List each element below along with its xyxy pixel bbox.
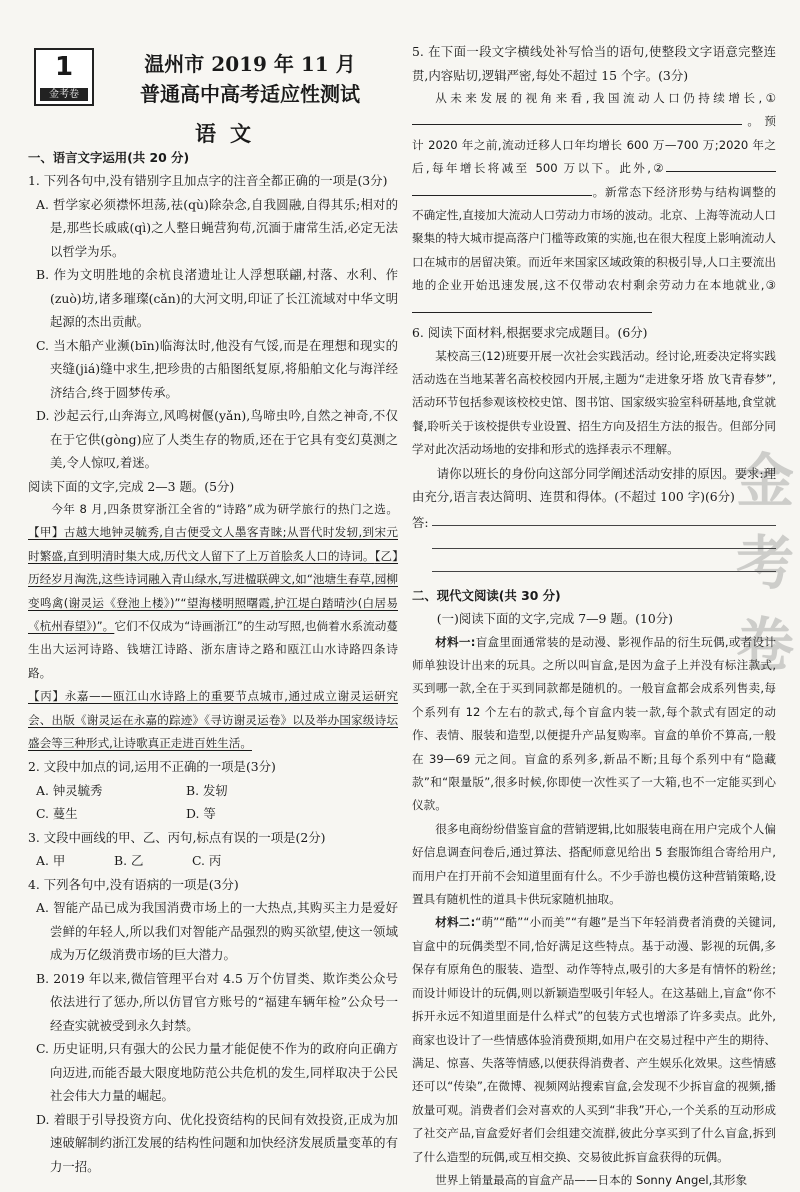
q1-stem: 1. 下列各句中,没有错别字且加点字的注音全都正确的一项是(3分) [28,173,388,188]
q4-option-c: C. 历史证明,只有强大的公民力量才能促使不作为的政府向正确方向迈进,而能否最大限度地防范公共危机的发生,同样取决于公民社会伟大力量的崛起。 [36,1041,398,1104]
q4-option-b: B. 2019 年以来,微信管理平台对 4.5 万个仿冒类、欺诈类公众号依法进行了惩办,所以仿冒官方账号的“福建车辆年检”公众号一经查实就被受到永久封禁。 [36,970,398,1033]
material-one-para2: 很多电商纷纷借鉴盲盒的营销逻辑,比如服装电商在用户完成个人偏好信息调查问卷后,通过算法、搭配师意见给出 5 套服饰组合寄给用户,而用户在打开前不会知道里面有什么。不少手游也模仿这种营销策略,设置具有随机性的道具卡供玩家随机抽取。 [412,821,776,907]
badge-number: 1 [54,52,74,82]
passage-start: 今年 8 月,四条贯穿浙江全省的“诗路”成为研学旅行的热门之选。 [51,502,398,516]
material-one-label: 材料一: [435,634,476,649]
answer-line-1[interactable] [432,525,776,526]
material-two-text: “萌”“酷”“小而美”“有趣”是当下年轻消费者消费的关键词,盲盒中的玩偶类型不同,恰好满足这些特点。基于动漫、影视的玩偶,多保存有原角色的服装、造型、动作等特点,吸引的大多是有情怀的粉丝;而设计师设计的玩偶,则以新颖造型吸引年轻人。在这基础上,盲盒“你不拆开永远不知道里面是什么样式”的包装方式也增添了许多卖点。此外,商家也设计了一些情感体验消费预期,如用户在交易过程中产生的期待、满足、惊喜、失落等情感,以便获得消费者、产生娱乐化效果。这些情感还可以“传染”,在微博、视频网站搜索盲盒,会发现不少拆盲盒的视频,播放量可观。消费者们会对喜欢的人买到“非我”开心,一个关系的互动形成了社交产品,盲盒爱好者们会组建交流群,彼此分享买到了什么盲盒,拆到了什么造型的玩偶,或互相交换、交易彼此拆盲盒获得的玩偶。 [412,915,776,1164]
q3-option-c: C. 丙 [192,853,222,869]
sentence-yi: 【乙】历经岁月淘洗,这些诗词融入青山绿水,写进楹联碑文,如“池塘生春草,园柳变鸣禽(谢灵运《登池上楼》)”“望海楼明照曙霞,护江堤白踏晴沙(白居易《杭州春望》)”。 [28,548,399,634]
q3-options [28,849,398,873]
blank-2-part2[interactable] [412,181,592,196]
q4-option-a: A. 智能产品已成为我国消费市场上的一大热点,其购买主力是爱好尝鲜的年轻人,所以我们对智能产品强烈的购买欲望,使这一领域成为万亿级消费市场的巨大潜力。 [36,900,398,963]
material-two-label: 材料二: [435,915,476,930]
badge-label: 金考卷 [40,88,88,101]
material-two-last: 世界上销量最高的盲盒产品——日本的 Sonny Angel,其形象 [435,1172,748,1187]
q5-passage [412,87,776,321]
exam-title-line1: 温州市 2019 年 11 月 [144,52,356,76]
answer-line-2[interactable] [432,548,776,549]
blank-marker-1: ① [762,91,776,105]
exam-title-line2: 普通高中高考适应性测试 [140,82,360,106]
q2-option-d: D. 等 [186,806,216,822]
blank-marker-3: ③ [764,278,776,293]
q4-stem: 4. 下列各句中,没有语病的一项是(3分) [28,876,239,892]
q1-option-a: A. 哲学家必须襟怀坦荡,祛(qù)除杂念,自我圆融,自得其乐;相对的是,那些长戚戚(qì)之人整日蝇营狗苟,沉湎于庸常生活,必定无法以哲学为乐。 [36,196,398,259]
section-heading-reading: 二、现代文阅读(共 30 分) [412,588,561,604]
passage-end: 它们不仅成为“诗画浙江”的生动写照,也倘着水系流动蔓生出大运河诗路、钱塘江诗路、浙东唐诗之路和瓯江山水诗路四条诗路。 [28,619,398,680]
q6-stem: 6. 阅读下面材料,根据要求完成题目。(6分) [412,325,648,341]
q3-option-b: B. 乙 [114,853,144,869]
blank-2-part1[interactable] [666,157,776,172]
q1-option-d: D. 沙起云行,山奔海立,风鸣树偃(yǎn),鸟啼虫吟,自然之神奇,不仅在于它供(gòng)应了人类生存的物质,还在于它具有变幻莫测之美,令人惊叹,着迷。 [36,408,398,470]
reading-passage [28,498,398,685]
subject-title: 语文 [195,121,265,146]
right-column [412,40,776,1192]
blank-marker-2: ② [650,161,666,176]
blank-3[interactable] [412,298,652,313]
q3-option-a: A. 甲 [36,853,66,869]
q5-text-c: 。新常态下经济形势与结构调整的不确定性,直接加大流动人口劳动力市场的波动。北京、上海等流动人口聚集的特大城市提高落户门槛等政策的实施,也在很大程度上影响流动人口在城市的居留决策。而近年来国家区域政策的积极引导,人口主要流出地的企业开始迅速发展,这不仅带动农村剩余劳动力在本地就业, [412,184,776,293]
q2-options-row2 [28,802,398,826]
q2-options-row1 [28,779,398,803]
material-two [412,911,776,1168]
sentence-bing: 【丙】永嘉——瓯江山水诗路上的重要节点城市,通过成立谢灵运研究会、出版《谢灵运在永嘉的踪迹》《寻访谢灵运卷》以及举办国家级诗坛盛会等三种形式,让诗歌真正走进百姓生活。 [28,689,398,751]
q6-material: 某校高三(12)班要开展一次社会实践活动。经讨论,班委决定将实践活动选在当地某著名高校校园内开展,主题为“走进象牙塔 放飞青春梦”,活动环节包括参观该校校史馆、图书馆、国家级实验室科研基地,食堂就餐,聆听关于该校提供专业设置、招生方向及招生方法的报告。但部分同学对此次活动场地的安排和形式的选择表示不理解。 [412,348,776,457]
reading-sub-heading: (一)阅读下面的文字,完成 7—9 题。(10分) [436,611,673,627]
q3-stem: 3. 文段中画线的甲、乙、丙句,标点有误的一项是(2分) [28,829,326,845]
material-one [412,631,776,818]
answer-label: 答: [412,514,429,530]
sentence-jia: 【甲】古越大地钟灵毓秀,自古便受文人墨客青睐;从晋代时发轫,到宋元时繁盛,直到明清时集大成,历代文人留下了上万首脍炙人口的诗词。 [28,525,398,563]
left-column [28,146,398,1178]
material-one-text: 盲盒里面通常装的是动漫、影视作品的衍生玩偶,或者设计师单独设计出来的玩具。之所以叫盲盒,是因为盒子上并没有标注款式,买到哪一款,全在于买到同款都是随机的。一般盲盒都会成系列售卖,每个系列有 12 个左右的款式,每个盲盒内装一款,每个款式有固定的动作、表情、服装和造型,以便提升产品复购率。盲盒的单价不算高,一般在 39—69 元之间。盲盒的系列多,新品不断;且每个系列中有“隐藏款”和“限量版”,很多时候,你即使一次性买了一大箱,也不一定能买到心仪款。 [412,634,776,813]
watermark-logo: 金考卷 [735,447,794,679]
q2-option-c: C. 蔓生 [36,806,78,822]
q1-option-c: C. 当木船产业濒(bīn)临海汰时,他没有气馁,而是在理想和现实的夹缝(jiá)缝中求生,把珍贵的古船图纸复原,将船舶文化与海洋经济结合,终于圆梦传承。 [36,337,398,400]
q6-task: 请你以班长的身份向这部分同学阐述活动安排的原因。要求:理由充分,语言表达简明、连贯和得体。(不超过 100 字)(6分) [412,465,776,505]
section-heading-language: 一、语言文字运用(共 20 分) [28,150,190,165]
blank-1[interactable] [412,110,742,125]
q5-stem: 5. 在下面一段文字横线处补写恰当的语句,使整段文字语意完整连贯,内容贴切,逻辑严密,每处不超过 15 个字。(3分) [412,44,776,83]
q4-option-d: D. 着眼于引导投资方向、优化投资结构的民间有效投资,正成为加速破解制约浙江发展的结构性问题和加快经济发展质量变革的有力一招。 [36,1111,398,1174]
q1-option-b: B. 作为文明胜地的余杭良渚遗址让人浮想联翩,村落、水利、作(zuò)坊,诸多璀璨(cǎn)的大河文明,印证了长江流域对中华文明起源的杰出贡献。 [36,267,398,329]
q2-option-b: B. 发轫 [186,782,228,798]
reading-intro: 阅读下面的文字,完成 2—3 题。(5分) [28,478,235,494]
q5-text-b: 。预计 2020 年之前,流动迁移人口年均增长 600 万—700 万;2020 年之后,每年增长将减至 500 万以下。此外, [412,114,776,176]
q2-stem: 2. 文段中加点的词,运用不正确的一项是(3分) [28,759,276,775]
paper-number-badge [34,48,94,106]
q2-option-a: A. 钟灵毓秀 [36,782,103,798]
q5-text-a: 从未来发展的视角来看,我国流动人口仍持续增长, [435,91,763,105]
